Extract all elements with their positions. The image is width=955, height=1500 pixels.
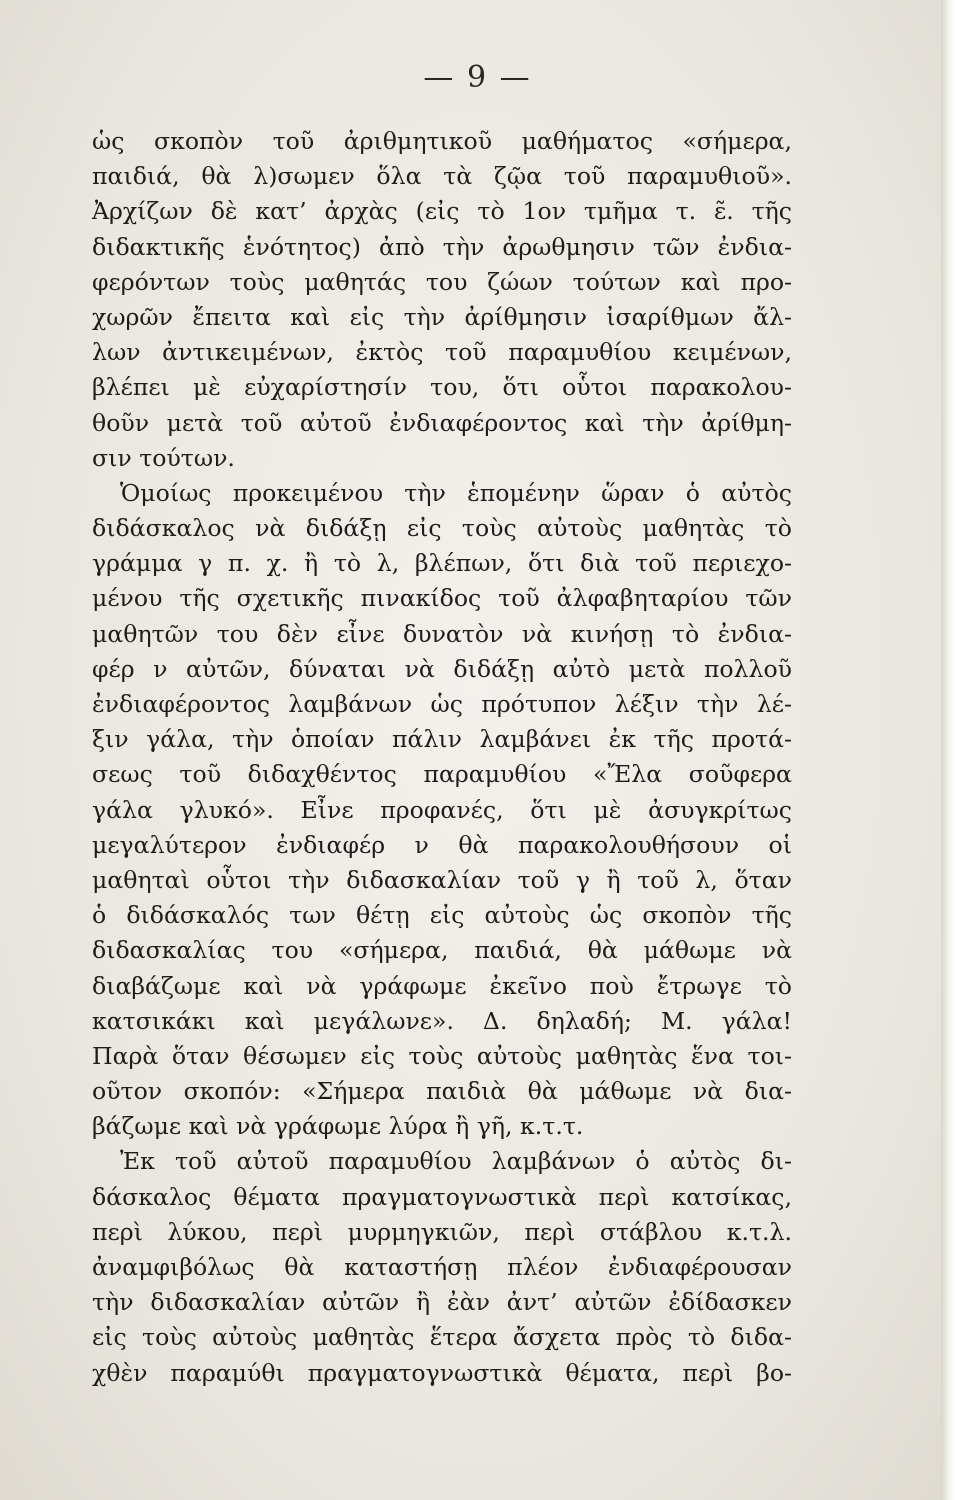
text-line: γράμμα γ π. χ. ἢ τὸ λ, βλέπων, ὅτι διὰ τοῦ περιεχο-: [92, 549, 792, 578]
text-line: τὴν διδασκαλίαν αὐτῶν ἢ ἐὰν ἀντ’ αὐτῶν ἐδίδασκεν: [92, 1288, 792, 1317]
text-line: ἀναμφιβόλως θὰ καταστήσῃ πλέον ἐνδιαφέρουσαν: [92, 1253, 792, 1281]
text-line: διδακτικῆς ἑνότητος) ἀπὸ τὴν ἀρωθμησιν τῶν ἐνδια-: [92, 232, 792, 261]
text-line: μένου τῆς σχετικῆς πινακίδος τοῦ ἀλφαβηταρίου τῶν: [92, 584, 792, 613]
text-line: περὶ λύκου, περὶ μυρμηγκιῶν, περὶ στάβλου κ.τ.λ.: [92, 1217, 792, 1246]
body-text: [92, 124, 792, 1391]
text-line: δάσκαλος θέματα πραγματογνωστικὰ περὶ κατσίκας,: [92, 1182, 792, 1211]
text-line: Ὁμοίως προκειμένου τὴν ἑπομένην ὥραν ὁ αὐτὸς: [120, 478, 792, 507]
text-line: ξιν γάλα, τὴν ὁποίαν πάλιν λαμβάνει ἐκ τῆς προτά-: [92, 725, 792, 754]
text-line: φερόντων τοὺς μαθητάς του ζώων τούτων καὶ προ-: [92, 267, 792, 296]
text-line: μαθηταὶ οὗτοι τὴν διδασκαλίαν τοῦ γ ἢ τοῦ λ, ὅταν: [92, 865, 792, 894]
text-line: μαθητῶν του δὲν εἶνε δυνατὸν νὰ κινήσῃ τὸ ἐνδια-: [92, 619, 792, 648]
text-line: φέρ ν αὐτῶν, δύναται νὰ διδάξῃ αὐτὸ μετὰ πολλοῦ: [92, 654, 792, 683]
text-line: διαβάζωμε καὶ νὰ γράφωμε ἐκεῖνο ποὺ ἔτρωγε τὸ: [92, 971, 792, 1000]
text-line: βάζωμε καὶ νὰ γράφωμε λύρα ἢ γῆ, κ.τ.τ.: [92, 1112, 584, 1141]
text-line: ὁ διδάσκαλός των θέτῃ εἰς αὐτοὺς ὡς σκοπὸν τῆς: [92, 901, 792, 930]
text-line: θοῦν μετὰ τοῦ αὐτοῦ ἐνδιαφέροντος καὶ τὴν ἀρίθμη-: [92, 408, 792, 437]
text-line: διδασκαλίας του «σήμερα, παιδιά, θὰ μάθωμε νὰ: [92, 936, 792, 965]
text-line: ὡς σκοπὸν τοῦ ἀριθμητικοῦ μαθήματος «σήμερα,: [92, 127, 792, 155]
text-line: Ἐκ τοῦ αὐτοῦ παραμυθίου λαμβάνων ὁ αὐτὸς δι-: [120, 1147, 792, 1176]
text-line: ἐνδιαφέροντος λαμβάνων ὡς πρότυπον λέξιν τὴν λέ-: [92, 690, 792, 718]
text-line: χωρῶν ἔπειτα καὶ εἰς τὴν ἀρίθμησιν ἰσαρίθμων ἄλ-: [92, 302, 792, 331]
text-line: Ἀρχίζων δὲ κατ’ ἀρχὰς (εἰς τὸ 1ον τμῆμα τ. ε̃. τῆς: [92, 197, 792, 226]
text-line: λων ἀντικειμένων, ἐκτὸς τοῦ παραμυθίου κειμένων,: [92, 338, 792, 367]
text-line: γάλα γλυκό». Εἶνε προφανές, ὅτι μὲ ἀσυγκρίτως: [92, 795, 792, 824]
text-line: βλέπει μὲ εὐχαρίστησίν του, ὅτι οὗτοι παρακολου-: [92, 373, 792, 402]
text-line: Παρὰ ὅταν θέσωμεν εἰς τοὺς αὐτοὺς μαθητὰς ἕνα τοι-: [92, 1041, 792, 1070]
text-line: παιδιά, θὰ λ)σωμεν ὅλα τὰ ζῷα τοῦ παραμυθιοῦ».: [92, 162, 792, 191]
text-line: εἰς τοὺς αὐτοὺς μαθητὰς ἕτερα ἄσχετα πρὸς τὸ διδα-: [92, 1323, 792, 1352]
page-edge: [941, 0, 955, 1500]
text-line: κατσικάκι καὶ μεγάλωνε». Δ. δηλαδή; Μ. γάλα!: [92, 1006, 792, 1035]
text-line: σιν τούτων.: [92, 443, 235, 472]
text-line: σεως τοῦ διδαχθέντος παραμυθίου «Ἔλα σοῦφερα: [92, 760, 792, 789]
text-line: οῦτον σκοπόν: «Σήμερα παιδιὰ θὰ μάθωμε νὰ δια-: [92, 1077, 792, 1106]
page-number: — 9 —: [423, 60, 532, 95]
text-line: χθὲν παραμύθι πραγματογνωστικὰ θέματα, περὶ βο-: [92, 1358, 792, 1387]
text-line: διδάσκαλος νὰ διδάξῃ εἰς τοὺς αὐτοὺς μαθητὰς τὸ: [92, 514, 792, 543]
text-line: μεγαλύτερον ἐνδιαφέρ ν θὰ παρακολουθήσουν οἱ: [92, 830, 792, 859]
